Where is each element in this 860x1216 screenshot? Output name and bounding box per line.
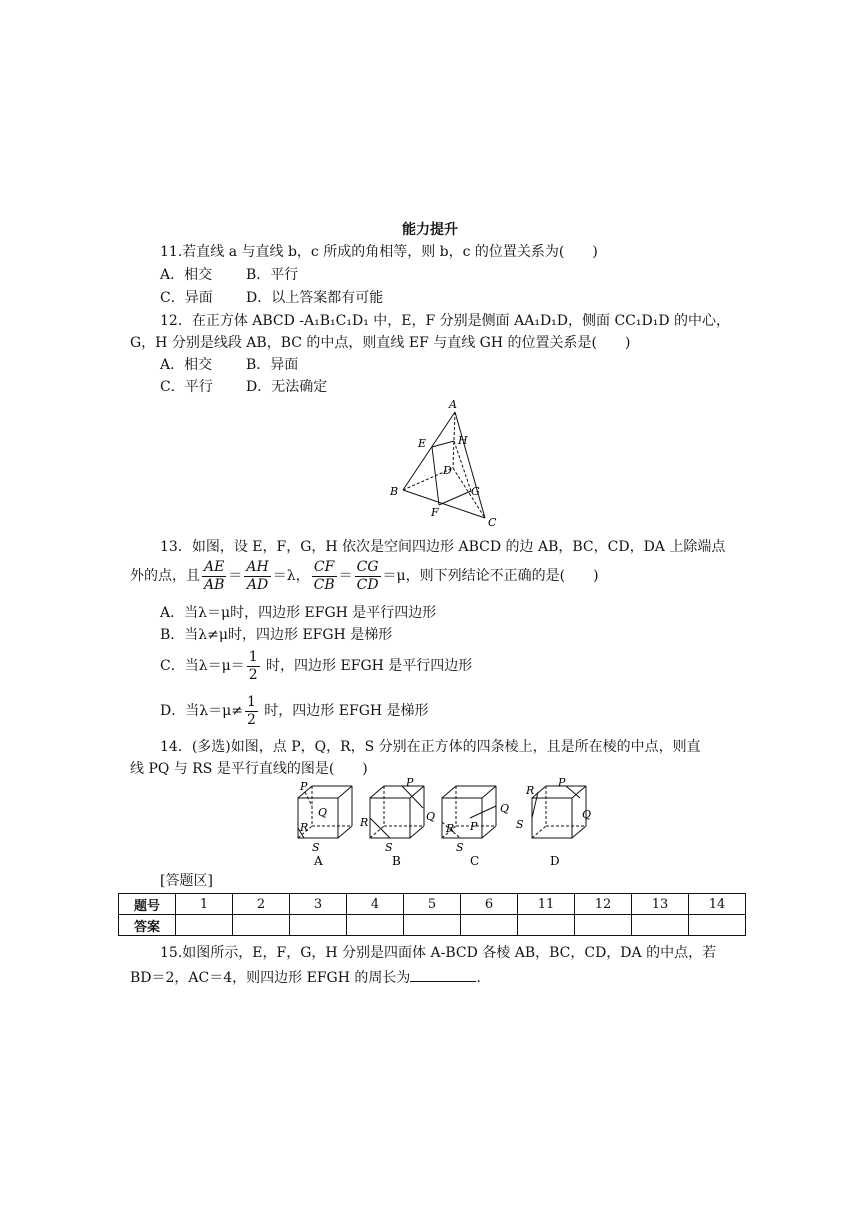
- fraction-ah-ad: $\frac{AH}{AD}$: [246, 558, 269, 593]
- question-number-cell: 3: [290, 894, 347, 915]
- cube-a: [298, 780, 352, 868]
- svg-text:S: S: [312, 841, 320, 854]
- answer-cell[interactable]: [404, 915, 461, 936]
- answer-cell[interactable]: [290, 915, 347, 936]
- q13-option-b: B．当λ≠μ时，四边形 EFGH 是梯形: [160, 627, 393, 643]
- svg-text:R: R: [526, 784, 535, 797]
- svg-text:P: P: [558, 778, 566, 789]
- q13-eq3: ＝: [338, 568, 353, 584]
- answer-cell[interactable]: [176, 915, 233, 936]
- q13-option-c: C．当λ＝μ＝ $\frac{1}{2}$ 时，四边形 EFGH 是平行四边形: [160, 648, 473, 683]
- answer-cell[interactable]: [632, 915, 689, 936]
- q12-stem-line2: G，H 分别是线段 AB，BC 的中点，则直线 EF 与直线 GH 的位置关系是( ): [130, 335, 631, 351]
- question-number-cell: 1: [176, 894, 233, 915]
- q15-stem-line1: 15.如图所示，E，F，G，H 分别是四面体 A-BCD 各棱 AB，BC，CD，DA 的中点，若: [160, 945, 717, 961]
- fig13-label-c: C: [488, 516, 497, 529]
- answer-table-answer-row: [119, 915, 746, 936]
- answer-cell[interactable]: [461, 915, 518, 936]
- tetrahedron-figure: [385, 396, 505, 532]
- fraction-one-half: $\frac{1}{2}$: [246, 693, 256, 728]
- cube-label-d: D: [550, 854, 560, 868]
- fraction-cf-cb: $\frac{CF}{CB}$: [313, 558, 335, 593]
- svg-text:R: R: [360, 816, 369, 829]
- answer-table-number-row: [119, 894, 746, 915]
- q11-option-d: D．以上答案都有可能: [246, 290, 384, 306]
- q11-option-c: C．异面: [160, 290, 213, 306]
- svg-text:S: S: [516, 818, 524, 831]
- q12-option-d: D．无法确定: [246, 379, 328, 395]
- answer-cell[interactable]: [575, 915, 632, 936]
- q13-stem-line2: [130, 558, 599, 594]
- q12-option-a: A．相交: [160, 357, 213, 373]
- cube-d: [516, 778, 591, 868]
- q12-option-b: B．异面: [246, 357, 299, 373]
- q11-stem: 11.若直线 a 与直线 b，c 所成的角相等，则 b，c 的位置关系为( ): [160, 244, 598, 260]
- q13-eq4: ＝μ，则下列结论不正确的是( ): [382, 568, 599, 584]
- answer-cell[interactable]: [347, 915, 404, 936]
- question-number-cell: 6: [461, 894, 518, 915]
- fig13-label-e: E: [418, 437, 427, 450]
- cube-c: [442, 786, 509, 868]
- fig13-label-a: A: [449, 398, 457, 411]
- q12-option-c: C．平行: [160, 379, 213, 395]
- cube-figures: [290, 778, 610, 870]
- svg-text:P: P: [300, 780, 308, 793]
- answer-cell[interactable]: [689, 915, 746, 936]
- q11-option-a: A．相交: [160, 267, 213, 283]
- svg-text:R: R: [300, 821, 309, 834]
- svg-text:P: P: [470, 820, 478, 833]
- answer-table: [118, 893, 746, 936]
- q13-eq2: ＝λ，: [272, 568, 310, 584]
- q12-stem-line1: 12．在正方体 ABCD -A₁B₁C₁D₁ 中，E，F 分别是侧面 AA₁D₁D，侧面 CC₁D₁D 的中心，: [160, 313, 730, 329]
- question-number-cell: 13: [632, 894, 689, 915]
- fraction-ae-ab: $\frac{AE}{AB}$: [204, 558, 225, 593]
- question-number-cell: 11: [518, 894, 575, 915]
- q13-stem-line1: 13．如图，设 E，F，G，H 依次是空间四边形 ABCD 的边 AB，BC，CD，DA 上除端点: [160, 539, 726, 555]
- answer-cell[interactable]: [518, 915, 575, 936]
- q14-stem-line2: 线 PQ 与 RS 是平行直线的图是( ): [130, 761, 368, 777]
- q15-stem-line2: BD＝2，AC＝4，则四边形 EFGH 的周长为 .: [130, 967, 481, 987]
- row-head-answer: 答案: [119, 915, 176, 936]
- fraction-one-half: $\frac{1}{2}$: [248, 648, 258, 683]
- svg-text:Q: Q: [582, 808, 592, 821]
- fig13-label-g: G: [471, 485, 480, 498]
- fig13-label-d: D: [443, 464, 452, 477]
- answer-cell[interactable]: [233, 915, 290, 936]
- q13-eq1: ＝: [228, 568, 243, 584]
- answer-area-label: [答题区]: [160, 873, 213, 889]
- fig13-label-h: H: [458, 434, 468, 447]
- svg-text:Q: Q: [318, 806, 328, 819]
- cube-label-b: B: [392, 854, 401, 868]
- row-head-number: 题号: [119, 894, 176, 915]
- q11-option-b: B．平行: [246, 267, 299, 283]
- fig13-label-b: B: [390, 485, 399, 498]
- svg-text:S: S: [385, 841, 393, 854]
- fig13-label-f: F: [431, 506, 439, 519]
- question-number-cell: 5: [404, 894, 461, 915]
- svg-text:P: P: [406, 778, 414, 789]
- fraction-cg-cd: $\frac{CG}{CD}$: [356, 558, 379, 593]
- answer-blank[interactable]: [410, 967, 476, 982]
- cube-label-a: A: [314, 854, 323, 868]
- svg-text:Q: Q: [500, 802, 510, 815]
- question-number-cell: 14: [689, 894, 746, 915]
- question-number-cell: 4: [347, 894, 404, 915]
- cube-b: [359, 778, 435, 868]
- q13-prefix: 外的点，且: [130, 568, 200, 584]
- svg-text:R: R: [446, 822, 455, 835]
- question-number-cell: 12: [575, 894, 632, 915]
- svg-text:Q: Q: [426, 810, 436, 823]
- question-number-cell: 2: [233, 894, 290, 915]
- q14-stem-line1: 14．(多选)如图，点 P，Q，R，S 分别在正方体的四条棱上，且是所在棱的中点，则直: [160, 739, 701, 755]
- q13-option-a: A．当λ＝μ时，四边形 EFGH 是平行四边形: [160, 605, 437, 621]
- cube-label-c: C: [470, 854, 480, 868]
- section-title: 能力提升: [402, 222, 458, 238]
- svg-text:S: S: [456, 841, 464, 854]
- q13-option-d: D．当λ＝μ≠ $\frac{1}{2}$ 时，四边形 EFGH 是梯形: [160, 693, 429, 728]
